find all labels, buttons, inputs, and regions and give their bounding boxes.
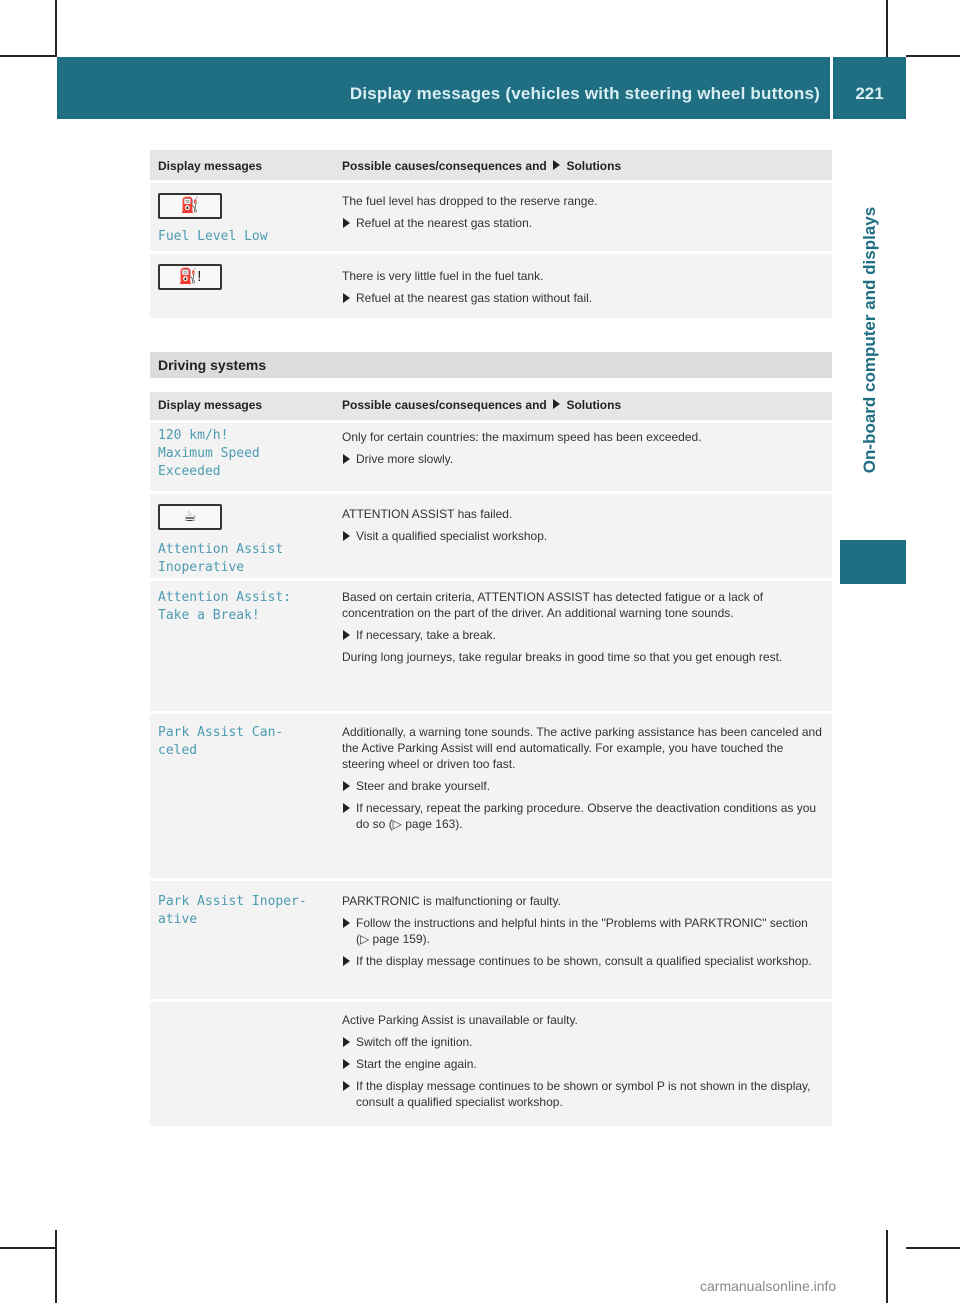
action-text: Steer and brake yourself. [342, 778, 822, 794]
column-header-causes-b: Solutions [566, 398, 622, 412]
page-title: Display messages (vehicles with steering wheel buttons) [349, 84, 820, 103]
action-text: Start the engine again. [342, 1056, 822, 1072]
action-text: If the display message continues to be shown, consult a qualified specialist workshop. [342, 953, 822, 969]
driving-systems-table [150, 392, 832, 1129]
column-header-causes [342, 398, 822, 412]
crop-mark [0, 55, 57, 57]
action-text: Refuel at the nearest gas station without fail. [342, 290, 822, 306]
note-text: During long journeys, take regular breaks in good time so that you get enough rest. [342, 650, 783, 664]
action-text: If necessary, repeat the parking procedure. Observe the deactivation conditions as you do so (▷ page 163). [342, 800, 822, 832]
table-row [150, 494, 832, 581]
table-row [150, 881, 832, 1002]
solution-arrow-icon [553, 399, 560, 409]
fuel-critical-icon: ⛽! [158, 264, 222, 290]
table-row [150, 423, 832, 494]
action-text: If the display message continues to be shown or symbol P is not shown in the display, consult a qualified specialist workshop. [342, 1078, 822, 1110]
crop-mark [55, 0, 57, 57]
cause-text: PARKTRONIC is malfunctioning or faulty. [342, 894, 561, 908]
message-fuel-level-low: Fuel Level Low [158, 229, 268, 244]
action-text: Refuel at the nearest gas station. [342, 215, 822, 231]
message-line: 120 km/h! [158, 428, 229, 443]
cause-text: The fuel level has dropped to the reserve range. [342, 194, 598, 208]
crop-mark [55, 1230, 57, 1303]
message-line: Park Assist Can- [158, 725, 284, 740]
action-text: Visit a qualified specialist workshop. [342, 528, 822, 544]
column-header-causes-a: Possible causes/consequences and [342, 159, 547, 173]
table-row [150, 714, 832, 881]
table-row [150, 581, 832, 714]
crop-mark [886, 1230, 888, 1303]
table-row [150, 183, 832, 254]
column-header-causes [342, 159, 822, 173]
crop-mark [906, 55, 960, 57]
fuel-pump-icon: ⛽ [158, 193, 222, 219]
action-text: Follow the instructions and helpful hints in the "Problems with PARKTRONIC" section (▷ page 159). [342, 915, 822, 947]
crop-mark [0, 1247, 57, 1249]
watermark: carmanualsonline.info [700, 1278, 837, 1294]
column-header-causes-b: Solutions [566, 159, 622, 173]
message-line: celed [158, 743, 198, 758]
cause-text: Only for certain countries: the maximum speed has been exceeded. [342, 430, 702, 444]
page-number: 221 [855, 84, 884, 103]
cause-text: Additionally, a warning tone sounds. The active parking assistance has been canceled and the Active Parking Assist will end automatically. For example, you have touched the steering wheel or driven too fast. [342, 725, 822, 771]
message-line: Maximum Speed [158, 446, 260, 461]
table-header-row [150, 150, 832, 183]
section-title: Driving systems [150, 352, 832, 378]
message-line: Inoperative [158, 560, 245, 575]
column-header-messages: Display messages [158, 398, 263, 412]
action-text: If necessary, take a break. [342, 627, 822, 643]
cause-text: There is very little fuel in the fuel tank. [342, 269, 544, 283]
crop-mark [906, 1247, 960, 1249]
column-header-causes-a: Possible causes/consequences and [342, 398, 547, 412]
cause-text: ATTENTION ASSIST has failed. [342, 507, 513, 521]
cause-text: Active Parking Assist is unavailable or faulty. [342, 1013, 578, 1027]
action-text: Switch off the ignition. [342, 1034, 822, 1050]
message-line: Attention Assist [158, 542, 284, 557]
message-line: Exceeded [158, 464, 221, 479]
message-line: Attention Assist: [158, 590, 292, 605]
cause-text: Based on certain criteria, ATTENTION ASSIST has detected fatigue or a lack of concentration on the part of the driver. An additional warning tone sounds. [342, 590, 764, 620]
crop-mark [886, 0, 888, 57]
table-header-row [150, 392, 832, 423]
side-tab-marker [840, 540, 906, 584]
message-line: Park Assist Inoper- [158, 894, 307, 909]
fuel-messages-table [150, 150, 832, 321]
action-text: Drive more slowly. [342, 451, 822, 467]
table-row [150, 254, 832, 321]
table-row [150, 1002, 832, 1129]
side-tab-label: On-board computer and displays [860, 206, 879, 474]
column-header-messages: Display messages [158, 159, 263, 173]
solution-arrow-icon [553, 160, 560, 170]
message-line: Take a Break! [158, 608, 260, 623]
coffee-cup-icon: ☕ [158, 504, 222, 530]
side-tab [840, 150, 900, 530]
message-line: ative [158, 912, 198, 927]
